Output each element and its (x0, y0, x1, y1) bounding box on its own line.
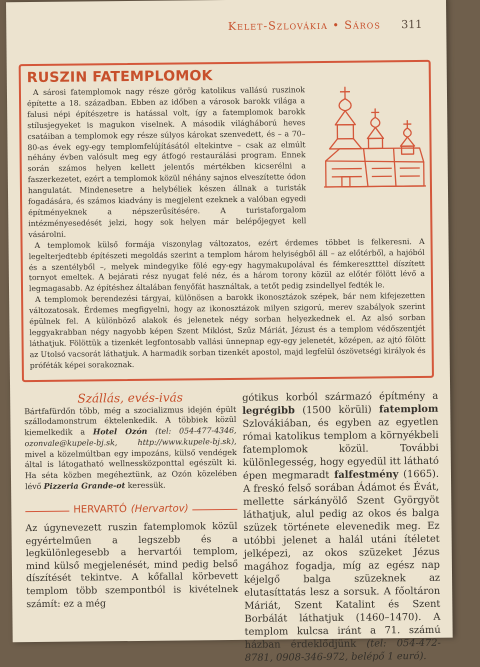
right-column: gótikus korból származó építmény a legrégibb (1500 körüli) fatemplom Szlovákiában, és egyben az egyetlen római katolikus templom a környékbeli fatemplomok közül. További különlegesség, hogy egyedül itt látható épen megmaradt falfestmény (1665). A freskó felső sorában Ádámot és Évát, mellette sárkányölő Szent Györgyöt láthatjuk, alul pedig az okos és balga szüzek története elevenedik meg. Ez utóbbi jelenet a halál utáni ítéletet jelképezi, az okos szüzeket Jézus magához fogadja, míg az egész nap kéjelgő balga szüzeknek az elutasíttatás lesz a sorsuk. A főoltáron Máriát, Szent Katalint és Szent Borbálát láthatjuk (1460–1470). A templom kulcsa iránt a 71. számú házban érdeklődjünk (tel: 054-472-8781, 0908-346-972, belépő 1 euró). (242, 390, 441, 665)
running-header (6, 18, 422, 42)
info-box-body (27, 84, 426, 372)
running-title: Kelet-Szlovákia • Sáros (228, 18, 381, 33)
lodging-section-title: Szállás, evés-ivás (24, 392, 236, 405)
info-box-title: RUSZIN FATEMPLOMOK (27, 68, 213, 86)
hervarto-text-left: Az úgynevezett ruszin fatemplomok közül egyértelműen a legszebb és a legkülönlegesebb a hervartói templom, mind külső megjelenését, mind pedig belső díszítését tekintve. A kőfallal körbevett templom több szempontból is kivételnek számít: ez a még (25, 521, 238, 611)
hervarto-alt-name: (Hervartov) (131, 505, 189, 516)
hotel-name: Hotel Ozón (93, 427, 147, 437)
lodging-text: Bártfafürdőn több, még a szocializmus idején épült szállodamonstrum éktelenkedik. A többiek közül kiemelkedik a Hotel Ozón (tel: 054-477-4346, ozonvale@kupele-bj.sk, http://www.kupele-bj.sk), mivel a közelmúltban egy impozáns, külső vendégek által is látogatható wellnessközponttal egészült ki. Ha séta közben megéheztünk, az Ozón közelében lévő Pizzeria Grande-ot keressük. (24, 405, 237, 493)
hervarto-name: HERVARTÓ (73, 505, 127, 516)
heading-rule-right (193, 509, 238, 511)
book-page (6, 0, 453, 642)
left-column (24, 392, 238, 611)
hervarto-heading (25, 504, 237, 517)
heading-rule-left (25, 511, 69, 513)
info-box-paragraph: A templomok berendezési tárgyai, különösen a barokk ikonosztázok szépek, bár nem kifejezetten változatosak. Érdemes megfigyelni, hogy az ikonosztázok milyen szigorú, merev szabályok szerint épülnek fel. A különböző alakok és jelenetek négy sorban helyezkednek el. Az alsó sorban leggyakrabban négy nagyobb képen Szent Miklóst, Szűz Máriát, Jézust és a templom védőszentjét láthatjuk. Fölöttük a tizenkét legfontosabb vallási ünnepnap egy-egy jelenetét, középen, az ajtó fölött az Utolsó vacsorát láthatjuk. A harmadik sorban tizenkét apostol, majd legfelül ószövetségi királyok és próféták képei sorakoznak. (29, 291, 426, 371)
hotel-contact: (tel: 054-477-4346, ozonvale@kupele-bj.sk, http://www.kupele-bj.sk), (25, 426, 237, 448)
info-box-wooden-churches (19, 60, 434, 382)
restaurant-name: Pizzeria Grande-ot (44, 481, 126, 491)
church-key-contact: (tel: 054-472-8781, 0908-346-972, belépő 1 euró). (245, 638, 441, 664)
info-box-paragraph: A templomok külső formája viszonylag változatos, ezért érdemes többet is felkeresni. A legelterjedtebb építészeti megoldás szerint a templom három helyiségből áll – az előtérből, a hajóból és a szentélyből –, melyek mindegyike fölé egy-egy hagymakupolával és fémkeresztttel díszített tornyot emeltek. A bejárati rész nyugat felé néz, és a három torony közül az előtér fölött lévő a legmagasabb. Az építéshez általában fenyőfát használtak, a tetőt pedig zsindellyel fedték le. (29, 237, 426, 296)
page-number: 311 (401, 18, 422, 31)
info-box-paragraph: A sárosi fatemplomok nagy része görög katolikus vallású ruszinok építette a 18. században. Ebben az időben a városok barokk világa a falusi népi építészetre is hatással volt, így a fatemplomok barokk stílusjegyeket is magukon viselnek. A második világháború heves csatáiban a templomok egy része súlyos károkat szenvedett, és – a 70–80-as évek egy-egy templomfelújításától eltekintve – csak az elmúlt néhány évben valósult meg egy átfogó restaurálási program. Ennek során számos helyen kellett jelentős mértékben kicserélni a faszerkezetet, ezért a templomok közül néhány sajnos elveszítette ódon hangulatát. Mindenesetre a helybéliek készen állnak a turisták fogadására, és számos kiadvány is megjelent ezeknek a valóban egyedi építményeknek a népszerűsítésére. A turistaforgalom intézményesedését jelzi, hogy sok helyen már belépőjegyet kell vásárolni. (27, 85, 307, 241)
